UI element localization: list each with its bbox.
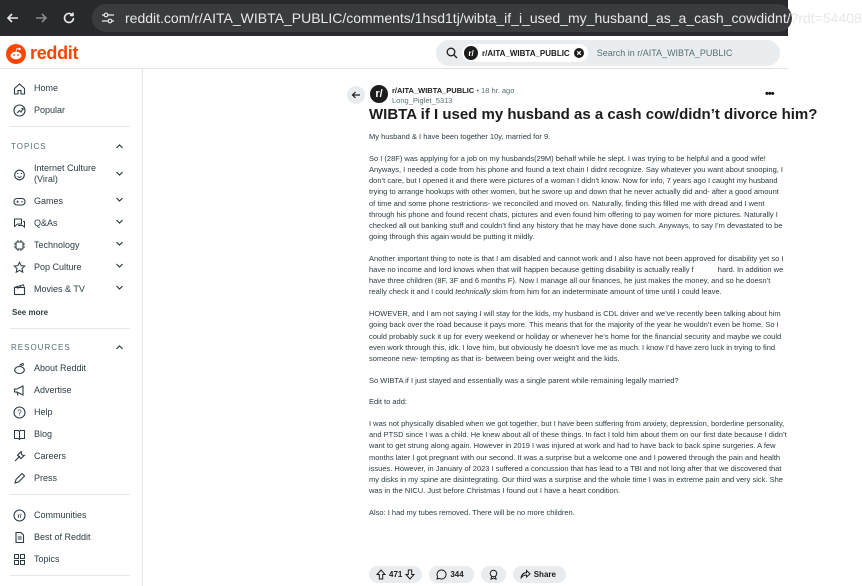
- address-bar[interactable]: [92, 4, 862, 32]
- sidebar-item-label: Topics: [34, 554, 60, 564]
- sidebar-item-label: Help: [34, 407, 53, 417]
- post-actions: [369, 566, 573, 583]
- see-more-link[interactable]: See more: [12, 308, 49, 317]
- sidebar-item-label: Best of Reddit: [34, 532, 91, 542]
- reddit-alien-icon: [6, 44, 26, 64]
- popular-icon: [12, 103, 26, 117]
- forward-arrow-icon[interactable]: [32, 9, 50, 27]
- close-icon[interactable]: [574, 48, 584, 58]
- sidebar-item-communities[interactable]: [12, 506, 87, 524]
- downvote-icon[interactable]: [405, 569, 415, 580]
- sidebar-item-label: Careers: [34, 451, 67, 461]
- back-arrow-icon: [351, 90, 361, 100]
- post-text-segment: skim from him for an indeterminate amount of time until I could leave.: [490, 287, 722, 297]
- sidebar-item-pop-culture[interactable]: [12, 258, 82, 276]
- emphasized-text: technically: [455, 287, 491, 297]
- help-icon: [12, 405, 26, 419]
- post-time: • 18 hr. ago: [476, 86, 515, 95]
- sidebar-item-advertise[interactable]: [12, 381, 72, 399]
- url-text[interactable]: reddit.com/r/AITA_WIBTA_PUBLIC/comments/1hsd1tj/wibta_if_i_used_my_husband_as_a_cash_cowdidnt/?rdt=54408: [125, 10, 862, 26]
- sidebar-item-careers[interactable]: [12, 447, 66, 465]
- sidebar-item-qas[interactable]: [12, 214, 58, 232]
- sidebar-item-label: Movies & TV: [34, 284, 85, 294]
- sidebar-item-label: Games: [34, 196, 64, 206]
- logo-text: reddit: [30, 43, 79, 63]
- sidebar-item-label: Technology: [34, 240, 80, 250]
- sidebar-item-popular[interactable]: [12, 101, 65, 119]
- sidebar-item-home[interactable]: [12, 79, 58, 97]
- post-paragraph: So I (28F) was applying for a job on my husbands(29M) behalf while he slept. I was trying to be helpful and a good wife! Anyways, I needed a code from his phone and found a text chain I didnt recognize. Say whatever you want about snooping, I don’t care, but I opened it and there were pictures of a woman I didn’t know. Now for info, 7 years ago I caught my husband trying to arrange hookups with other women, but he swore up and down that he never actually did and- after a good amount of time and some phone restrictions- we reconciled and moved on. Naturally, finding this filled me with dread and I went through his phone and found recent chats, pictures and even found him offering to pay women for more pictures. Naturally I checked all out banking stuff and couldn’t find any history that he may have done such. Anyways, to say I’m devastated to be going through this again would be putting it mildly.: [369, 153, 784, 242]
- sidebar-item-label: Press: [34, 473, 58, 483]
- chevron-down-icon[interactable]: [115, 217, 124, 226]
- sidebar-item-internet-culture[interactable]: [12, 162, 96, 186]
- sidebar-item-label: Pop Culture: [34, 262, 82, 272]
- chevron-up-icon[interactable]: [115, 343, 124, 352]
- home-icon: [12, 81, 26, 95]
- sidebar-item-label-line2: (Viral): [34, 174, 58, 184]
- chevron-down-icon[interactable]: [115, 283, 124, 292]
- more-options-icon[interactable]: •••: [765, 88, 774, 100]
- browser-toolbar: [0, 0, 862, 36]
- post-paragraph: [369, 253, 787, 298]
- subreddit-avatar[interactable]: r/: [370, 85, 388, 103]
- sidebar-item-topics[interactable]: [12, 550, 60, 568]
- chip-label: r/AITA_WIBTA_PUBLIC: [482, 48, 570, 58]
- post-title: WIBTA if I used my husband as a cash cow/didn’t divorce him?: [369, 106, 818, 123]
- site-settings-icon[interactable]: [101, 12, 115, 24]
- search-icon: [446, 47, 458, 59]
- subreddit-search-chip[interactable]: [462, 44, 588, 62]
- vote-control: [369, 566, 422, 583]
- post-paragraph: Also: I had my tubes removed. There will be no more children.: [369, 507, 575, 517]
- star-icon: [12, 260, 26, 274]
- clapperboard-icon: [12, 282, 26, 296]
- sidebar-item-label: About Reddit: [34, 363, 87, 373]
- share-label: Share: [533, 570, 556, 579]
- sidebar-item-help[interactable]: [12, 403, 53, 421]
- comment-bubble-icon: [436, 569, 447, 580]
- post-author[interactable]: Long_Piglet_5313: [392, 96, 453, 105]
- reload-icon[interactable]: [60, 9, 78, 27]
- comment-count: 344: [450, 570, 464, 579]
- chevron-down-icon[interactable]: [115, 261, 124, 270]
- communities-icon: [12, 508, 26, 522]
- post-text-segment: hard. In addition we have three children (8F, 3F and 6 months F). Now I manage all our finances, he just makes the money, and so he doesn’t really check it and I could: [369, 265, 784, 297]
- grid-icon: [12, 552, 26, 566]
- post-paragraph: I was not physically disabled when we got together, but I have been suffering from anxiety, depression, borderline personality, and PTSD since I was a child. He knew about all of these things. In fact I told him about them on our first date because I didn’t want to get strung along again. However in 2019 I was injured at work and had to have back to back spine surgeries. A few months later I got pregnant with our second. It was a surprise but a welcome one and I powered through the pain and health issues. However, in January of 2023 I suffered a concussion that has lead to a TBI and not long after that we discovered that my disks in my spine are disintegrating. Our third was a surprise and the whole time I was in extreme pain and very sick. She was in the NICU. Just before Christmas I found out I have a heart condition.: [369, 419, 787, 496]
- sidebar-item-label: Q&As: [34, 218, 58, 228]
- post-paragraph: Edit to add:: [369, 397, 407, 407]
- chevron-down-icon[interactable]: [115, 195, 124, 204]
- comments-button[interactable]: [429, 566, 473, 583]
- reddit-alien-icon: [12, 361, 26, 375]
- search-bar[interactable]: [436, 40, 780, 66]
- sidebar-item-label: Communities: [34, 510, 87, 520]
- subreddit-avatar-icon: [464, 46, 478, 60]
- sidebar-item-label: Blog: [34, 429, 53, 439]
- back-button[interactable]: [347, 86, 365, 104]
- sidebar-item-technology[interactable]: [12, 236, 80, 254]
- viral-icon: [12, 167, 26, 181]
- sidebar-item-blog[interactable]: [12, 425, 52, 443]
- sidebar-divider: [10, 126, 130, 127]
- sidebar-item-label: Popular: [34, 105, 66, 115]
- share-button[interactable]: [513, 566, 566, 583]
- wrench-icon: [12, 449, 26, 463]
- chevron-down-icon[interactable]: [115, 169, 124, 178]
- sidebar-item-label: Home: [34, 83, 59, 93]
- gamepad-icon: [12, 194, 26, 208]
- sidebar-item-games[interactable]: [12, 192, 63, 210]
- sidebar-item-label: Advertise: [34, 385, 72, 395]
- sidebar-item-about-reddit[interactable]: [12, 359, 86, 377]
- upvote-icon[interactable]: [376, 569, 386, 580]
- resources-heading[interactable]: RESOURCES: [11, 343, 71, 352]
- sidebar-divider: [10, 575, 130, 576]
- sidebar-divider: [10, 494, 130, 495]
- subreddit-link[interactable]: r/AITA_WIBTA_PUBLIC: [392, 86, 475, 95]
- vote-count: 471: [389, 570, 403, 579]
- reddit-logo[interactable]: [6, 43, 78, 64]
- chevron-up-icon[interactable]: [115, 142, 124, 151]
- megaphone-icon: [12, 383, 26, 397]
- svg-text:?: ?: [16, 407, 22, 417]
- topics-heading[interactable]: TOPICS: [11, 142, 47, 151]
- site-header: [0, 36, 788, 69]
- pen-icon: [12, 471, 26, 485]
- sidebar-divider: [10, 328, 130, 329]
- document-icon: [12, 530, 26, 544]
- share-icon: [520, 569, 531, 580]
- post-paragraph: HOWEVER, and I am not saying I will stay for the kids, my husband is CDL driver and we’ve recently been talking about him going back over the road because it pays more. This means that for the majority of the year he wouldn’t even be home. So I could probably suck it up for every weekend or holiday or whenever he’s home for the financial security and maybe we could even work through this, idk. I love him, but obviously he doesn’t love me as much. I know I’d have zero luck in trying to find someone new- tempting as that is- between being over weight and the kids.: [369, 309, 782, 363]
- svg-text:r/: r/: [468, 49, 474, 58]
- left-sidebar: [0, 69, 143, 586]
- sidebar-item-label-line1: Internet Culture: [34, 163, 97, 173]
- award-button[interactable]: [481, 566, 506, 583]
- sidebar-item-best-of-reddit[interactable]: [12, 528, 91, 546]
- svg-text:r/: r/: [16, 513, 22, 520]
- post-text-segment: Another important thing to note is that I am disabled and cannot work and I also have not been approved for disability yet so I have no income and lord knows when that will happen because getting disability is actually really f: [369, 253, 784, 275]
- post-paragraph: So WIBTA if I just stayed and essentially was a single parent while remaining legally married?: [369, 375, 679, 385]
- post-paragraph: My husband & I have been together 10y, married for 9.: [369, 132, 551, 141]
- back-arrow-icon[interactable]: [4, 9, 22, 27]
- post-meta: [392, 86, 514, 95]
- award-icon: [488, 569, 499, 580]
- post-body: [369, 131, 787, 529]
- sidebar-item-movies-tv[interactable]: [12, 280, 85, 298]
- chip-icon: [12, 238, 26, 252]
- search-placeholder[interactable]: Search in r/AITA_WIBTA_PUBLIC: [596, 48, 733, 58]
- qa-icon: [12, 216, 26, 230]
- sidebar-item-press[interactable]: [12, 469, 57, 487]
- chevron-down-icon[interactable]: [115, 239, 124, 248]
- book-icon: [12, 427, 26, 441]
